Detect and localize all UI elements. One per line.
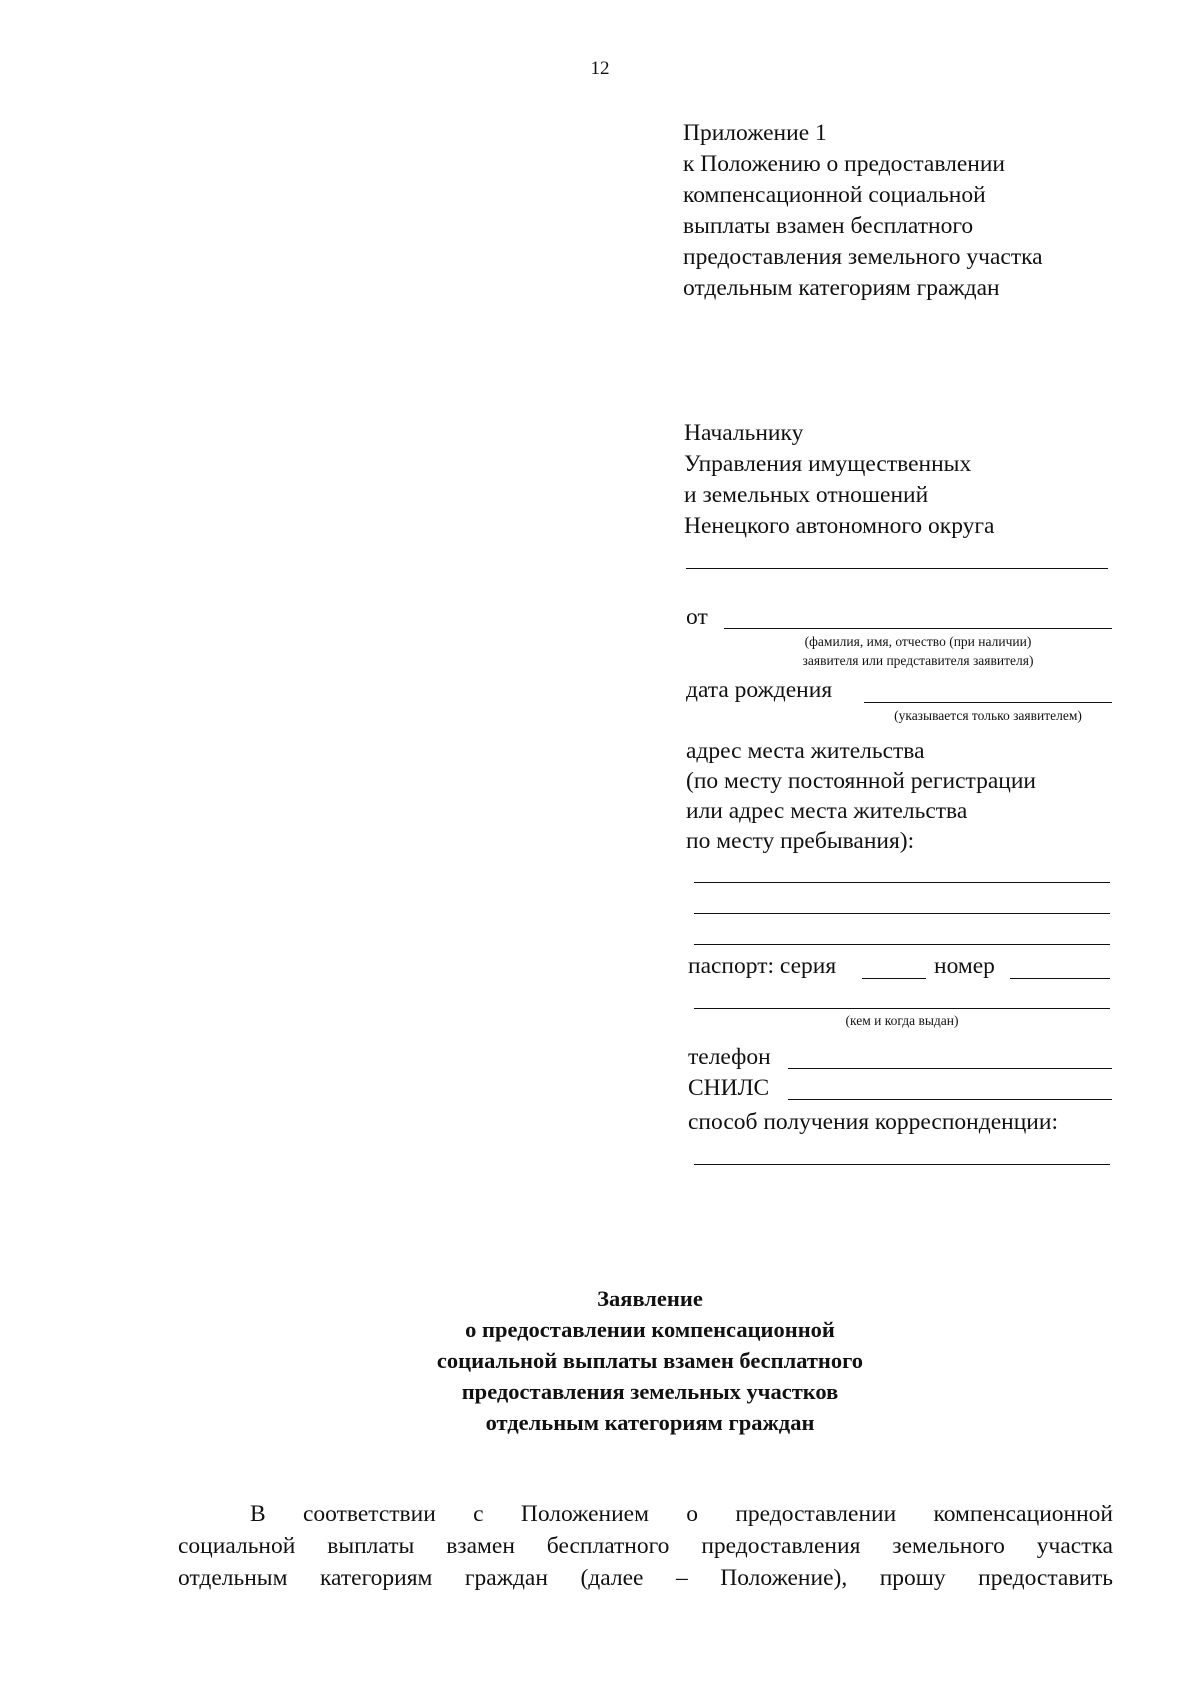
snils-label: СНИЛС <box>688 1075 770 1101</box>
title-line: Заявление <box>597 1286 703 1311</box>
appendix-line: отдельным категориям граждан <box>683 275 1000 301</box>
correspondence-method-field[interactable] <box>694 1164 1110 1165</box>
appendix-reference <box>683 118 1143 304</box>
application-title <box>300 1283 1000 1438</box>
birth-date-field[interactable] <box>864 702 1112 703</box>
phone-label: телефон <box>688 1044 771 1070</box>
address-field-line-1[interactable] <box>694 882 1110 883</box>
addressee-line: Начальнику <box>684 420 804 446</box>
title-line: отдельным категориям граждан <box>485 1410 815 1435</box>
residence-address-block <box>686 736 1146 856</box>
passport-series-label: паспорт: серия <box>688 953 837 979</box>
passport-number-label: номер <box>934 953 995 979</box>
title-line: о предоставлении компенсационной <box>465 1317 835 1342</box>
addressee-block <box>684 418 1144 542</box>
address-label-line: адрес места жительства <box>686 738 925 764</box>
addressee-line: и земельных отношений <box>684 482 929 508</box>
title-line: социальной выплаты взамен бесплатного <box>436 1348 864 1373</box>
page-number: 12 <box>590 58 610 79</box>
appendix-line: к Положению о предоставлении <box>683 151 1005 177</box>
address-label-line: (по месту постоянной регистрации <box>686 768 1036 794</box>
appendix-line: выплаты взамен бесплатного <box>683 213 974 239</box>
from-label: от <box>686 604 708 630</box>
address-field-line-3[interactable] <box>694 944 1110 945</box>
appendix-line: предоставления земельного участка <box>683 244 1043 270</box>
passport-issued-hint: (кем и когда выдан) <box>845 1013 959 1028</box>
body-line: отдельным категориям граждан (далее – Положение), прошу предоставить <box>178 1565 1113 1591</box>
correspondence-method-label: способ получения корреспонденции: <box>688 1109 1058 1135</box>
appendix-line: компенсационной социальной <box>683 182 986 208</box>
birth-date-label: дата рождения <box>686 677 833 703</box>
passport-issued-field[interactable] <box>694 1008 1110 1009</box>
snils-field[interactable] <box>788 1099 1112 1100</box>
appendix-line: Приложение 1 <box>683 120 827 146</box>
passport-series-field[interactable] <box>862 978 926 979</box>
addressee-name-field[interactable] <box>686 568 1108 569</box>
addressee-line: Ненецкого автономного округа <box>684 513 995 539</box>
addressee-line: Управления имущественных <box>684 451 972 477</box>
passport-number-field[interactable] <box>1010 978 1110 979</box>
from-name-field[interactable] <box>724 628 1112 629</box>
from-hint-line1: (фамилия, имя, отчество (при наличии) <box>804 634 1032 649</box>
body-line: социальной выплаты взамен бесплатного предоставления земельного участка <box>178 1533 1113 1559</box>
from-hint-line2: заявителя или представителя заявителя) <box>802 653 1034 668</box>
birth-date-hint: (указывается только заявителем) <box>894 708 1082 723</box>
application-body <box>178 1498 1113 1594</box>
phone-field[interactable] <box>788 1068 1112 1069</box>
title-line: предоставления земельных участков <box>461 1379 839 1404</box>
address-label-line: по месту пребывания): <box>686 828 915 854</box>
address-field-line-2[interactable] <box>694 913 1110 914</box>
body-line: В соответствии с Положением о предоставлении компенсационной <box>250 1501 1113 1527</box>
address-label-line: или адрес места жительства <box>686 798 968 824</box>
